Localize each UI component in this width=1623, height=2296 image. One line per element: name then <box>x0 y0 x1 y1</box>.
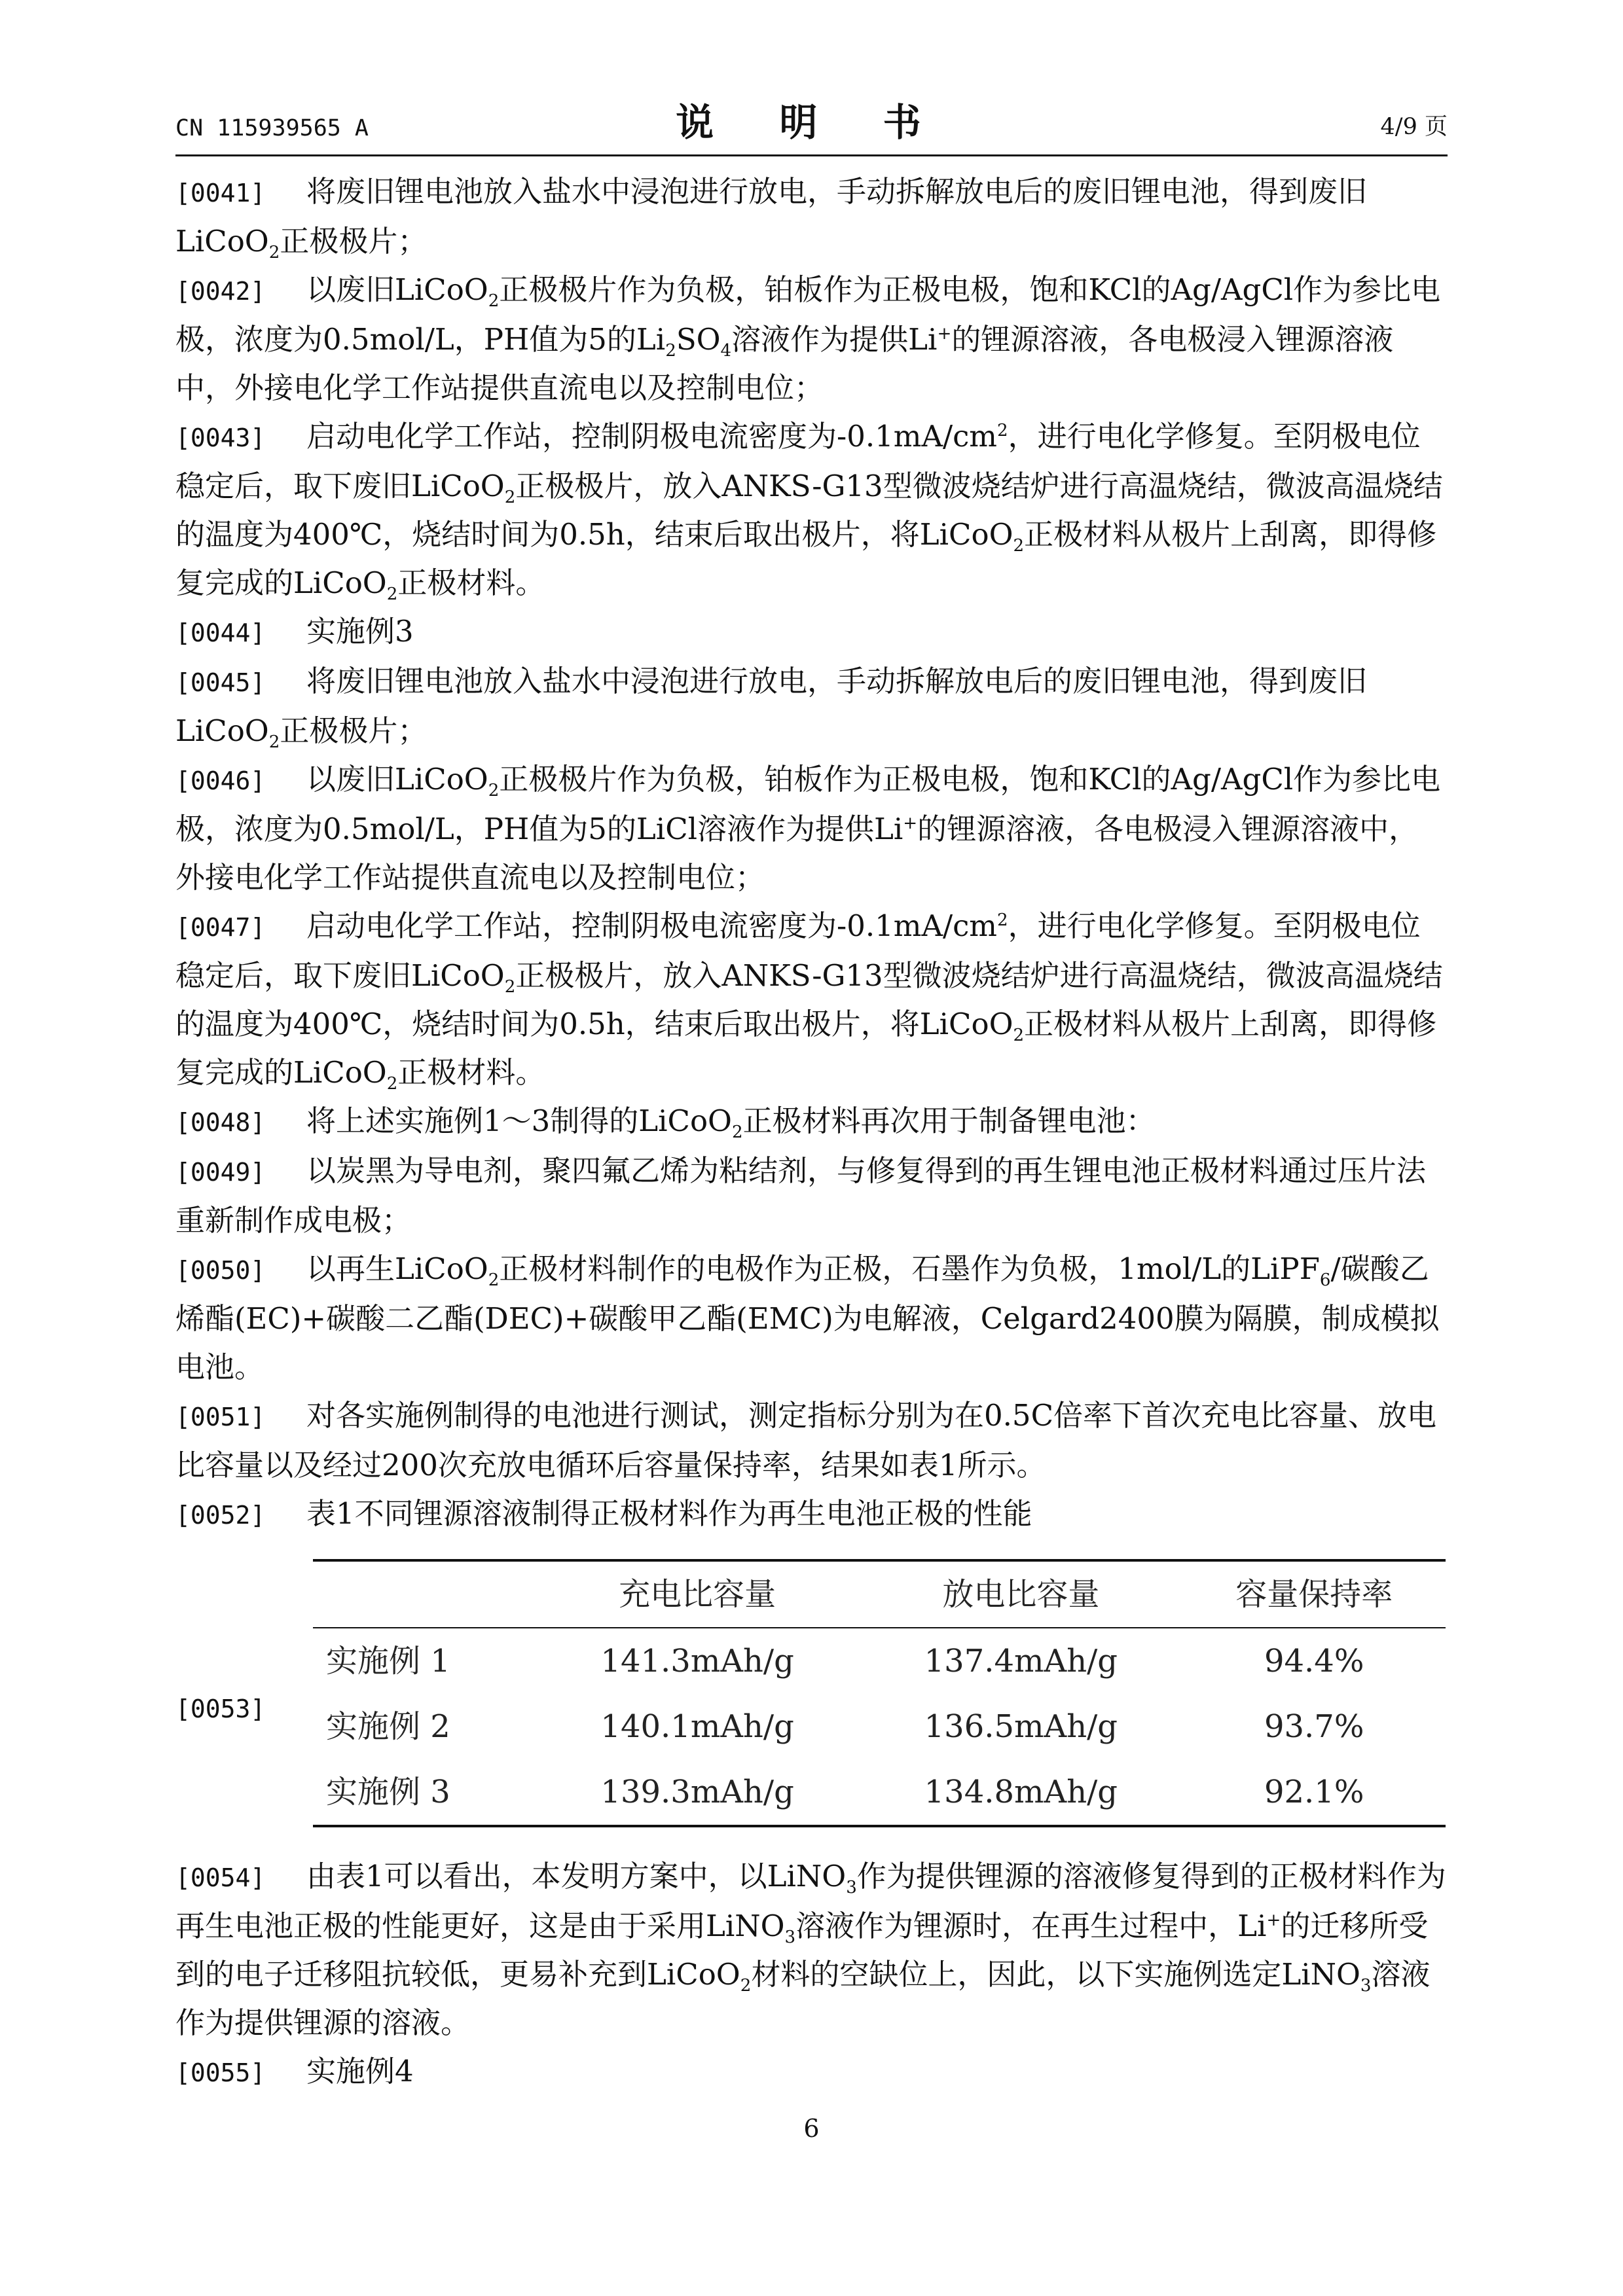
subscript: 2 <box>731 1122 743 1142</box>
subscript: 2 <box>488 291 500 311</box>
paragraph-number: [0042] <box>175 277 266 306</box>
paragraph-text: 表1不同锂源溶液制得正极材料作为再生电池正极的性能 <box>306 1496 1032 1531</box>
paragraph-number: [0044] <box>175 619 266 647</box>
table-header-cell: 容量保持率 <box>1235 1576 1393 1613</box>
paragraph <box>175 902 1448 1097</box>
paragraph-text: 溶液作为提供Li <box>731 322 938 357</box>
paragraph-text: 将废旧锂电池放入盐水中浸泡进行放电，手动拆解放电后的废旧锂电池，得到废旧LiCoO <box>175 664 1368 748</box>
subscript: 3 <box>1360 1976 1372 1996</box>
subscript: 2 <box>488 1270 500 1290</box>
paragraph-text: 正极材料从极片上刮离，即得修复完成的LiCoO <box>175 1007 1437 1090</box>
superscript: + <box>903 814 918 833</box>
table-header-cell <box>313 1560 536 1628</box>
table-header-cell: 放电比容量 <box>942 1576 1100 1613</box>
paragraph <box>175 1245 1448 1391</box>
page-header <box>175 98 1448 151</box>
paragraph-text: 正极极片； <box>280 713 428 748</box>
paragraph-text: ，进行电化学修复。至阴极电位稳定后，取下废旧LiCoO <box>175 908 1421 993</box>
paragraph-text: 的锂源溶液，各电极浸入锂源溶液中，外接电化学工作站提供直流电以及控制电位； <box>175 322 1394 405</box>
paragraphs-after-table <box>175 1852 1448 2097</box>
paragraph-text: 的锂源溶液，各电极浸入锂源溶液中，外接电化学工作站提供直流电以及控制电位； <box>175 812 1419 895</box>
paragraph <box>175 1391 1448 1490</box>
page-title: 说 明 书 <box>676 100 947 145</box>
paragraph-text: 正极材料从极片上刮离，即得修复完成的LiCoO <box>175 517 1437 600</box>
paragraph-text: 材料的空缺位上，因此，以下实施例选定LiNO <box>751 1957 1360 1992</box>
paragraph-text: ，进行电化学修复。至阴极电位稳定后，取下废旧LiCoO <box>175 419 1421 503</box>
paragraph-text: 启动电化学工作站，控制阴极电流密度为-0.1mA/cm <box>306 419 997 454</box>
subscript: 2 <box>268 243 280 262</box>
subscript: 6 <box>1319 1270 1331 1290</box>
performance-table <box>313 1559 1446 1827</box>
subscript: 3 <box>846 1878 857 1897</box>
paragraph-text: 正极材料。 <box>397 1055 545 1090</box>
table-row <box>313 1694 1446 1759</box>
paragraph <box>175 607 1448 657</box>
table-cell: 137.4mAh/g <box>924 1643 1118 1679</box>
subscript: 2 <box>740 1976 752 1996</box>
table-cell: 93.7% <box>1264 1708 1364 1745</box>
paragraph-text: 作为提供锂源的溶液修复得到的正极材料作为再生电池正极的性能更好，这是由于采用LiNO <box>175 1859 1446 1943</box>
subscript: 2 <box>665 341 676 361</box>
paragraph-text: 正极极片作为负极，铂板作为正极电极，饱和KCl的Ag/AgCl作为参比电极，浓度为0.5mol/L，PH值为5的LiCl溶液作为提供Li <box>175 762 1441 846</box>
subscript: 2 <box>1013 536 1025 556</box>
table-cell: 141.3mAh/g <box>600 1643 794 1679</box>
subscript: 2 <box>504 977 516 997</box>
superscript: 2 <box>996 910 1008 930</box>
paragraph <box>175 1147 1448 1245</box>
paragraph <box>175 2047 1448 2097</box>
page-number: 6 <box>803 2114 820 2143</box>
paragraph-number: [0051] <box>175 1403 266 1431</box>
paragraph-number: [0055] <box>175 2058 266 2087</box>
paragraph-text: 的迁移所受到的电子迁移阻抗较低，更易补充到LiCoO <box>175 1909 1429 1992</box>
table-cell: 92.1% <box>1264 1774 1364 1810</box>
paragraph-number: [0041] <box>175 179 266 207</box>
paragraph-text: 正极材料再次用于制备锂电池： <box>742 1103 1156 1138</box>
superscript: + <box>937 324 952 344</box>
subscript: 2 <box>268 732 280 752</box>
paragraph-text: 以废旧LiCoO <box>306 272 488 307</box>
paragraphs-before-table <box>175 168 1448 1539</box>
superscript: + <box>1266 1910 1281 1930</box>
paragraph <box>175 168 1448 266</box>
paragraph-text: 溶液作为提供锂源的溶液。 <box>175 1957 1431 2040</box>
paragraph-text: 溶液作为锂源时，在再生过程中，Li <box>795 1909 1267 1943</box>
subscript: 2 <box>386 1074 398 1094</box>
subscript: 4 <box>720 341 732 361</box>
superscript: 2 <box>996 421 1008 440</box>
paragraph-text: 将废旧锂电池放入盐水中浸泡进行放电，手动拆解放电后的废旧锂电池，得到废旧LiCoO <box>175 174 1368 259</box>
document-body <box>175 168 1448 2097</box>
table-paragraph-number: [0053] <box>175 1695 266 1723</box>
paragraph <box>175 657 1448 755</box>
paragraph-text: 对各实施例制得的电池进行测试，测定指标分别为在0.5C倍率下首次充电比容量、放电比容量以及经过200次充放电循环后容量保持率，结果如表1所示。 <box>175 1398 1436 1482</box>
paragraph <box>175 1852 1448 2047</box>
paragraph-number: [0047] <box>175 913 266 942</box>
paragraph-number: [0046] <box>175 766 266 795</box>
header-divider <box>175 154 1448 156</box>
subscript: 2 <box>488 781 500 800</box>
paragraph <box>175 1490 1448 1539</box>
subscript: 2 <box>504 488 516 507</box>
paragraph-text: 正极材料。 <box>397 565 545 600</box>
paragraph-text: 以再生LiCoO <box>306 1251 488 1286</box>
paragraph-text: 实施例4 <box>306 2054 414 2089</box>
paragraph-text: 正极极片作为负极，铂板作为正极电极，饱和KCl的Ag/AgCl作为参比电极，浓度为0.5mol/L，PH值为5的Li <box>175 272 1441 357</box>
paragraph-text: 以废旧LiCoO <box>306 762 488 797</box>
subscript: 2 <box>386 584 398 604</box>
table-cell: 140.1mAh/g <box>600 1708 794 1745</box>
table-row <box>313 1628 1446 1694</box>
paragraph-number: [0045] <box>175 668 266 697</box>
table-cell: 139.3mAh/g <box>600 1774 794 1810</box>
table-header-cell: 充电比容量 <box>619 1576 776 1613</box>
subscript: 2 <box>1013 1026 1025 1045</box>
paragraph-text: SO <box>676 322 721 357</box>
paragraph-number: [0048] <box>175 1108 266 1137</box>
paragraph <box>175 412 1448 607</box>
paragraph <box>175 1097 1448 1147</box>
paragraph-number: [0043] <box>175 423 266 452</box>
document-number: CN 115939565 A <box>175 115 369 141</box>
paragraph-number: [0050] <box>175 1256 266 1285</box>
paragraph-text: 正极极片，放入ANKS-G13型微波烧结炉进行高温烧结，微波高温烧结的温度为400℃，烧结时间为0.5h，结束后取出极片，将LiCoO <box>175 469 1443 552</box>
paragraph-text: 正极极片； <box>280 224 428 259</box>
paragraph <box>175 755 1448 902</box>
paragraph-text: 由表1可以看出，本发明方案中，以LiNO <box>306 1859 847 1893</box>
subscript: 3 <box>784 1928 796 1947</box>
table-cell: 94.4% <box>1264 1643 1364 1679</box>
paragraph-text: /碳酸乙烯酯(EC)+碳酸二乙酯(DEC)+碳酸甲乙酯(EMC)为电解液，Celgard2400膜为隔膜，制成模拟电池。 <box>175 1251 1440 1384</box>
paragraph-number: [0049] <box>175 1158 266 1187</box>
table-cell: 136.5mAh/g <box>924 1708 1118 1745</box>
table-cell: 实施例 3 <box>326 1774 450 1810</box>
paragraph-text: 以炭黑为导电剂，聚四氟乙烯为粘结剂，与修复得到的再生锂电池正极材料通过压片法重新制作成电极； <box>175 1153 1427 1238</box>
paragraph-text: 实施例3 <box>306 614 414 649</box>
paragraph-text: 启动电化学工作站，控制阴极电流密度为-0.1mA/cm <box>306 908 997 943</box>
paragraph-number: [0054] <box>175 1863 266 1892</box>
table-row <box>313 1759 1446 1826</box>
paragraph-text: 正极极片，放入ANKS-G13型微波烧结炉进行高温烧结，微波高温烧结的温度为400℃，烧结时间为0.5h，结束后取出极片，将LiCoO <box>175 958 1443 1041</box>
paragraph-text: 正极材料制作的电极作为正极，石墨作为负极，1mol/L的LiPF <box>499 1251 1320 1286</box>
paragraph <box>175 266 1448 412</box>
table-block <box>175 1545 1448 1852</box>
table-header-row <box>313 1560 1446 1628</box>
table-cell: 134.8mAh/g <box>924 1774 1118 1810</box>
paragraph-text: 将上述实施例1～3制得的LiCoO <box>306 1103 732 1138</box>
paragraph-number: [0052] <box>175 1501 266 1530</box>
table-cell: 实施例 1 <box>326 1643 450 1679</box>
page-info: 4/9 页 <box>1380 114 1448 140</box>
table-cell: 实施例 2 <box>326 1708 450 1745</box>
